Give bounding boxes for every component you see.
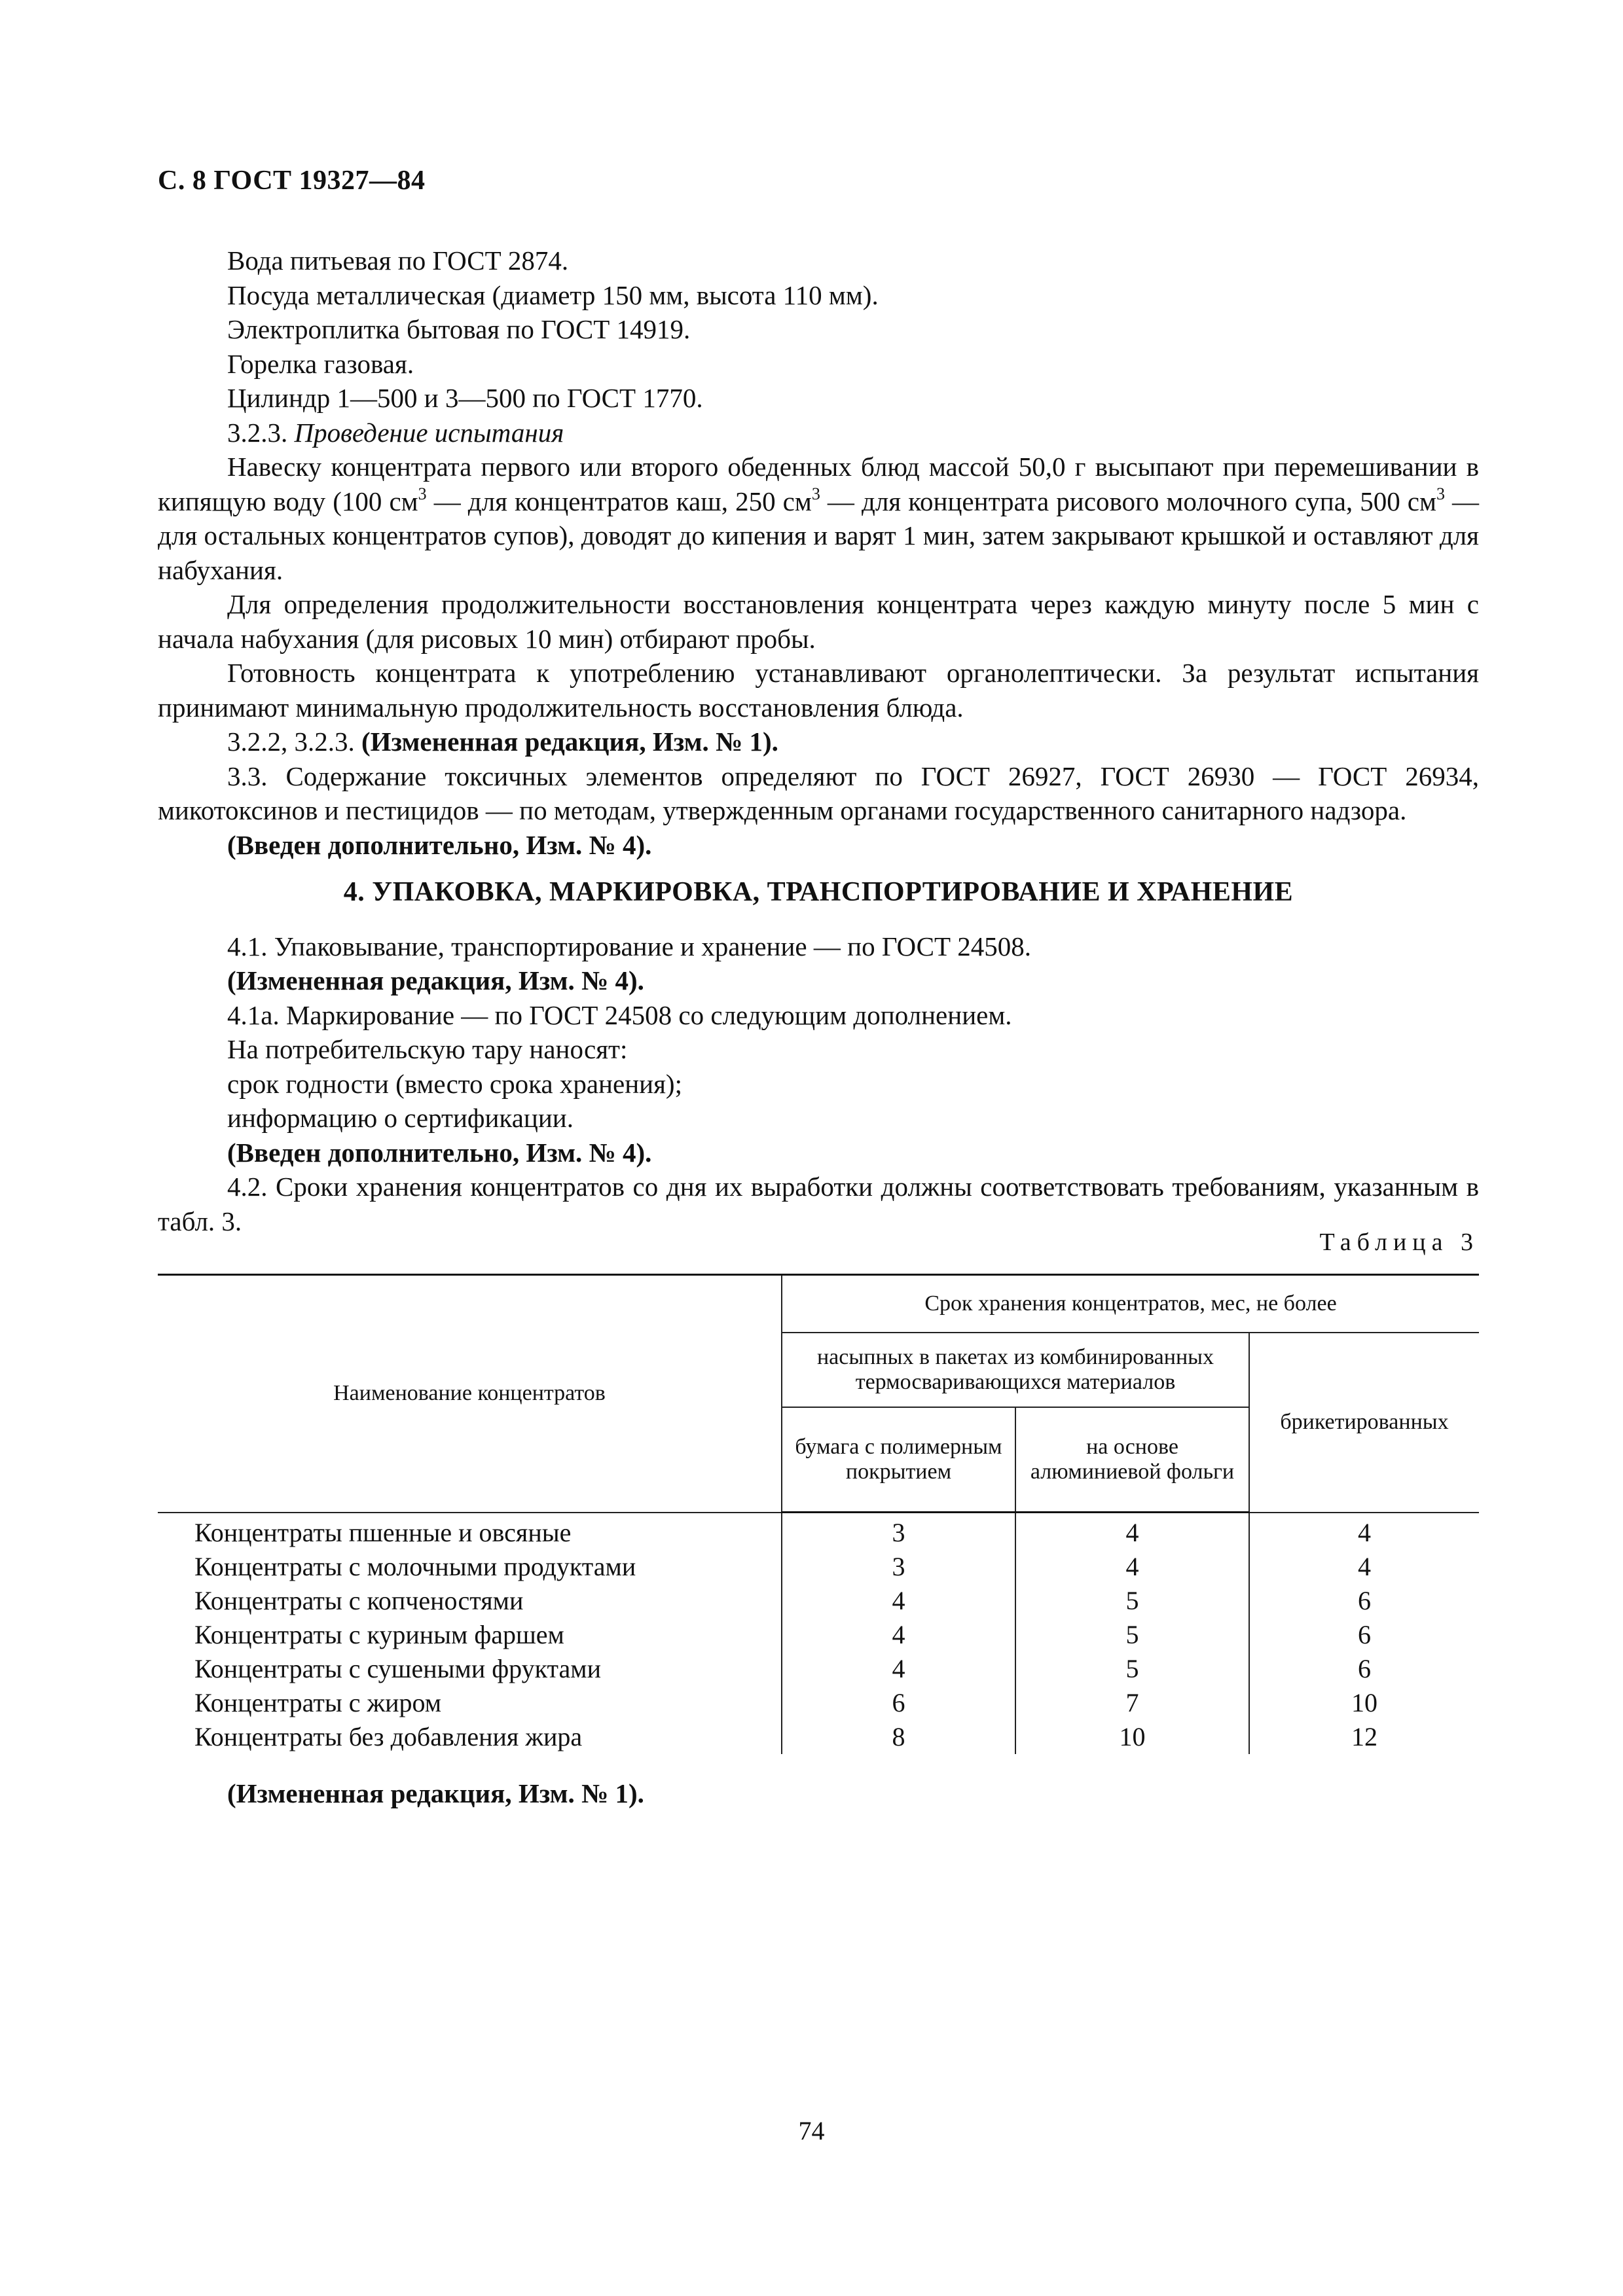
cell-briquetted: 10 — [1249, 1686, 1479, 1720]
header-storage-term: Срок хранения концентратов, мес, не более — [782, 1275, 1479, 1333]
cell-paper-polymer: 4 — [782, 1584, 1015, 1618]
header-aluminium-foil: на основе алюминиевой фольги — [1015, 1407, 1249, 1513]
cell-paper-polymer: 8 — [782, 1720, 1015, 1754]
cell-paper-polymer: 6 — [782, 1686, 1015, 1720]
cell-briquetted: 6 — [1249, 1618, 1479, 1652]
storage-table-body — [158, 1513, 1479, 1755]
text-line: Горелка газовая. — [227, 348, 414, 379]
cell-paper-polymer: 3 — [782, 1550, 1015, 1584]
table-row — [158, 1550, 1479, 1584]
paragraph-storage-terms: 4.2. Сроки хранения концентратов со дня их выработки должны соответствовать требованиям, указанным в табл. 3. — [158, 1172, 1479, 1236]
cell-aluminium-foil: 5 — [1015, 1652, 1249, 1686]
amendment-note: (Измененная редакция, Изм. № 4). — [227, 965, 644, 996]
cell-aluminium-foil: 10 — [1015, 1720, 1249, 1754]
text-run: — для концентратов каш, 250 см — [426, 486, 812, 516]
amendment-note: (Измененная редакция, Изм. № 1). — [361, 726, 778, 757]
cell-concentrate-name: Концентраты без добавления жира — [194, 1722, 583, 1751]
cell-briquetted: 6 — [1249, 1652, 1479, 1686]
table-row — [158, 1686, 1479, 1720]
text-line: Цилиндр 1—500 и 3—500 по ГОСТ 1770. — [227, 383, 703, 413]
cell-briquetted: 4 — [1249, 1550, 1479, 1584]
cell-paper-polymer: 4 — [782, 1652, 1015, 1686]
text-line: Посуда металлическая (диаметр 150 мм, высота 110 мм). — [227, 279, 879, 310]
table-row — [158, 1720, 1479, 1754]
cell-aluminium-foil: 4 — [1015, 1550, 1249, 1584]
clause-refs: 3.2.2, 3.2.3. — [227, 726, 361, 757]
text-line: 4.1. Упаковывание, транспортирование и хранение — по ГОСТ 24508. — [227, 931, 1031, 961]
superscript: 3 — [418, 484, 427, 503]
table-row — [158, 1513, 1479, 1551]
text-line: срок годности (вместо срока хранения); — [227, 1068, 682, 1099]
text-run: Навеску концентрата первого или второго обеденных блюд массой 50,0 г высыпают при перемешивании в кипящую воду (100 см — [158, 452, 1479, 516]
subsection-heading — [158, 416, 1479, 450]
cell-concentrate-name: Концентраты с куриным фаршем — [194, 1620, 564, 1649]
text-line: Вода питьевая по ГОСТ 2874. — [227, 245, 569, 276]
cell-aluminium-foil: 5 — [1015, 1618, 1249, 1652]
cell-paper-polymer: 3 — [782, 1513, 1015, 1551]
header-bulk-packaging: насыпных в пакетах из комбинированных термосваривающихся материалов — [782, 1333, 1249, 1407]
header-concentrate-name: Наименование концентратов — [158, 1275, 782, 1513]
header-paper-polymer: бумага с полимерным покрытием — [782, 1407, 1015, 1513]
cell-concentrate-name: Концентраты с сушеными фруктами — [194, 1654, 601, 1683]
cell-aluminium-foil: 4 — [1015, 1513, 1249, 1551]
header-briquetted: брикетированных — [1249, 1333, 1479, 1513]
superscript: 3 — [1436, 484, 1445, 503]
page-header: С. 8 ГОСТ 19327—84 — [158, 166, 426, 196]
paragraph-readiness: Готовность концентрата к употреблению устанавливают органолептически. За результат испытания принимают минимальную продолжительность восстановления блюда. — [158, 658, 1479, 723]
paragraph-sampling: Для определения продолжительности восстановления концентрата через каждую минуту после 5 мин с начала набухания (для рисовых 10 мин) отбирают пробы. — [158, 589, 1479, 654]
text-run: — для концентрата рисового молочного супа, 500 см — [820, 486, 1436, 516]
cell-aluminium-foil: 5 — [1015, 1584, 1249, 1618]
cell-briquetted: 12 — [1249, 1720, 1479, 1754]
cell-concentrate-name: Концентраты пшенные и овсяные — [194, 1517, 572, 1547]
page-number: 74 — [798, 2116, 825, 2145]
text-line: Электроплитка бытовая по ГОСТ 14919. — [227, 314, 691, 344]
cell-briquetted: 6 — [1249, 1584, 1479, 1618]
text-line: 4.1а. Маркирование — по ГОСТ 24508 со следующим дополнением. — [227, 999, 1012, 1030]
cell-concentrate-name: Концентраты с молочными продуктами — [194, 1552, 636, 1581]
paragraph-toxic-elements: 3.3. Содержание токсичных элементов определяют по ГОСТ 26927, ГОСТ 26930 — ГОСТ 26934, микотоксинов и пестицидов — по методам, утвержденным органами государственного санитарного надзора. — [158, 761, 1479, 825]
subsection-number: 3.2.3. — [227, 417, 295, 448]
text-line: На потребительскую тару наносят: — [227, 1034, 628, 1064]
paragraph-test-procedure — [158, 450, 1479, 587]
cell-concentrate-name: Концентраты с жиром — [194, 1688, 442, 1717]
text-run: — для остальных концентратов супов), доводят до кипения и варят 1 мин, затем закрывают крышкой и оставляют для набухания. — [158, 486, 1480, 585]
document-body — [158, 243, 1479, 1238]
table-row — [158, 1584, 1479, 1618]
storage-table — [158, 1274, 1479, 1754]
cell-paper-polymer: 4 — [782, 1618, 1015, 1652]
text-line: информацию о сертификации. — [227, 1103, 574, 1133]
amendment-note: (Введен дополнительно, Изм. № 4). — [227, 1137, 652, 1168]
amendment-note: (Введен дополнительно, Изм. № 4). — [227, 829, 652, 860]
superscript: 3 — [811, 484, 820, 503]
amendment-line — [158, 725, 1479, 759]
table-row — [158, 1652, 1479, 1686]
table-caption: Таблица 3 — [1319, 1229, 1479, 1256]
subsection-title: Проведение испытания — [294, 417, 564, 448]
amendment-note: (Измененная редакция, Изм. № 1). — [227, 1778, 644, 1808]
section-heading: 4. УПАКОВКА, МАРКИРОВКА, ТРАНСПОРТИРОВАНИЕ И ХРАНЕНИЕ — [343, 877, 1294, 907]
cell-briquetted: 4 — [1249, 1513, 1479, 1551]
cell-concentrate-name: Концентраты с копченостями — [194, 1586, 524, 1615]
cell-aluminium-foil: 7 — [1015, 1686, 1249, 1720]
table-row — [158, 1618, 1479, 1652]
